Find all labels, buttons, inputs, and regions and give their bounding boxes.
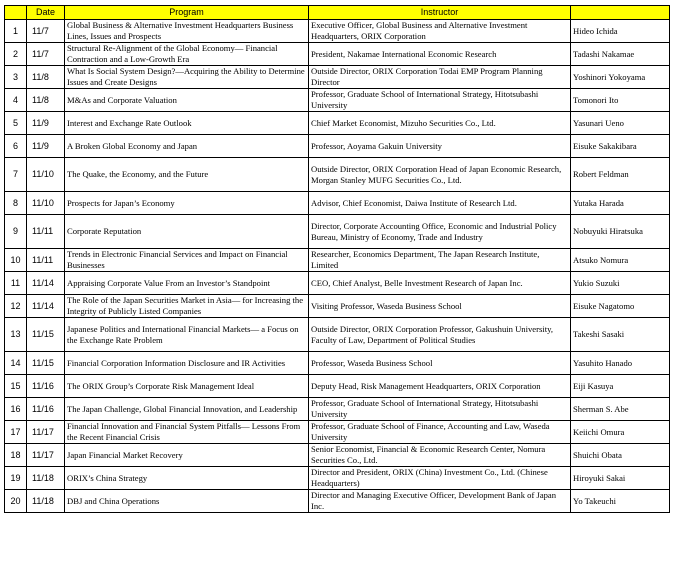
row-date: 11/16 [27, 398, 65, 421]
row-program: The Japan Challenge, Global Financial Innovation, and Leadership [65, 398, 309, 421]
row-instructor: Outside Director, ORIX Corporation Professor, Gakushuin University, Faculty of Law, Department of Political Studies [309, 318, 571, 352]
table-row [5, 352, 670, 375]
header-instructor: Instructor [309, 6, 571, 20]
row-instructor: Visiting Professor, Waseda Business School [309, 295, 571, 318]
row-instructor: President, Nakamae International Economic Research [309, 43, 571, 66]
row-instructor: Senior Economist, Financial & Economic Research Center, Nomura Securities Co., Ltd. [309, 444, 571, 467]
row-program: Financial Innovation and Financial System Pitfalls— Lessons From the Recent Financial Crisis [65, 421, 309, 444]
row-number: 6 [5, 135, 27, 158]
row-program: The Quake, the Economy, and the Future [65, 158, 309, 192]
table-row [5, 43, 670, 66]
row-date: 11/9 [27, 135, 65, 158]
row-number: 20 [5, 490, 27, 513]
row-program: Interest and Exchange Rate Outlook [65, 112, 309, 135]
row-number: 7 [5, 158, 27, 192]
row-program: A Broken Global Economy and Japan [65, 135, 309, 158]
row-number: 10 [5, 249, 27, 272]
row-instructor-name: Nobuyuki Hiratsuka [571, 215, 670, 249]
row-date: 11/11 [27, 249, 65, 272]
table-row [5, 444, 670, 467]
row-number: 19 [5, 467, 27, 490]
row-instructor-name: Yo Takeuchi [571, 490, 670, 513]
row-number: 9 [5, 215, 27, 249]
row-date: 11/15 [27, 318, 65, 352]
table-row [5, 467, 670, 490]
row-instructor-name: Hideo Ichida [571, 20, 670, 43]
row-program: The Role of the Japan Securities Market in Asia— for Increasing the Integrity of Publicly Listed Companies [65, 295, 309, 318]
table-row [5, 89, 670, 112]
table-row [5, 249, 670, 272]
row-instructor: Director and President, ORIX (China) Investment Co., Ltd. (Chinese Headquarters) [309, 467, 571, 490]
row-number: 17 [5, 421, 27, 444]
row-instructor-name: Hiroyuki Sakai [571, 467, 670, 490]
row-instructor: Professor, Graduate School of Finance, Accounting and Law, Waseda University [309, 421, 571, 444]
row-instructor: Outside Director, ORIX Corporation Todai EMP Program Planning Director [309, 66, 571, 89]
row-date: 11/17 [27, 421, 65, 444]
row-date: 11/14 [27, 272, 65, 295]
program-schedule-table [4, 5, 670, 513]
table-header-row [5, 6, 670, 20]
table-row [5, 398, 670, 421]
row-program: Corporate Reputation [65, 215, 309, 249]
row-number: 15 [5, 375, 27, 398]
row-program: M&As and Corporate Valuation [65, 89, 309, 112]
row-date: 11/8 [27, 89, 65, 112]
row-instructor: Outside Director, ORIX Corporation Head of Japan Economic Research, Morgan Stanley MUFG Securities Co., Ltd. [309, 158, 571, 192]
row-program: Global Business & Alternative Investment Headquarters Business Lines, Issues and Prospects [65, 20, 309, 43]
row-number: 16 [5, 398, 27, 421]
row-instructor-name: Atsuko Nomura [571, 249, 670, 272]
row-instructor: Professor, Graduate School of International Strategy, Hitotsubashi University [309, 398, 571, 421]
row-instructor: Executive Officer, Global Business and Alternative Investment Headquarters, ORIX Corporation [309, 20, 571, 43]
row-date: 11/16 [27, 375, 65, 398]
row-instructor-name: Takeshi Sasaki [571, 318, 670, 352]
row-instructor: CEO, Chief Analyst, Belle Investment Research of Japan Inc. [309, 272, 571, 295]
row-instructor-name: Yasunari Ueno [571, 112, 670, 135]
row-instructor-name: Keiichi Omura [571, 421, 670, 444]
table-row [5, 192, 670, 215]
row-instructor-name: Sherman S. Abe [571, 398, 670, 421]
row-date: 11/8 [27, 66, 65, 89]
row-program: DBJ and China Operations [65, 490, 309, 513]
row-date: 11/18 [27, 467, 65, 490]
header-program: Program [65, 6, 309, 20]
row-instructor-name: Yukio Suzuki [571, 272, 670, 295]
row-program: ORIX’s China Strategy [65, 467, 309, 490]
table-row [5, 112, 670, 135]
row-instructor-name: Eisuke Sakakibara [571, 135, 670, 158]
table-row [5, 375, 670, 398]
row-date: 11/14 [27, 295, 65, 318]
header-no [5, 6, 27, 20]
table-row [5, 490, 670, 513]
row-instructor: Professor, Graduate School of International Strategy, Hitotsubashi University [309, 89, 571, 112]
row-program: What Is Social System Design?—Acquiring the Ability to Determine Issues and Create Designs [65, 66, 309, 89]
table-row [5, 272, 670, 295]
row-number: 8 [5, 192, 27, 215]
row-number: 14 [5, 352, 27, 375]
row-date: 11/10 [27, 158, 65, 192]
row-number: 12 [5, 295, 27, 318]
table-row [5, 158, 670, 192]
row-instructor-name: Yasuhito Hanado [571, 352, 670, 375]
row-instructor: Professor, Aoyama Gakuin University [309, 135, 571, 158]
row-date: 11/11 [27, 215, 65, 249]
row-instructor: Advisor, Chief Economist, Daiwa Institute of Research Ltd. [309, 192, 571, 215]
row-number: 5 [5, 112, 27, 135]
row-instructor: Chief Market Economist, Mizuho Securities Co., Ltd. [309, 112, 571, 135]
row-program: Japanese Politics and International Financial Markets— a Focus on the Exchange Rate Problem [65, 318, 309, 352]
row-program: The ORIX Group’s Corporate Risk Management Ideal [65, 375, 309, 398]
row-number: 1 [5, 20, 27, 43]
row-number: 4 [5, 89, 27, 112]
row-instructor-name: Robert Feldman [571, 158, 670, 192]
row-instructor: Director and Managing Executive Officer, Development Bank of Japan Inc. [309, 490, 571, 513]
row-instructor-name: Shuichi Obata [571, 444, 670, 467]
row-instructor: Professor, Waseda Business School [309, 352, 571, 375]
table-row [5, 135, 670, 158]
row-program: Trends in Electronic Financial Services and Impact on Financial Businesses [65, 249, 309, 272]
row-instructor-name: Eisuke Nagatomo [571, 295, 670, 318]
row-date: 11/9 [27, 112, 65, 135]
row-date: 11/15 [27, 352, 65, 375]
table-row [5, 421, 670, 444]
row-instructor: Researcher, Economics Department, The Japan Research Institute, Limited [309, 249, 571, 272]
table-row [5, 215, 670, 249]
row-instructor-name: Eiji Kasuya [571, 375, 670, 398]
table-row [5, 66, 670, 89]
row-instructor: Director, Corporate Accounting Office, Economic and Industrial Policy Bureau, Ministry of Economy, Trade and Industry [309, 215, 571, 249]
row-date: 11/7 [27, 20, 65, 43]
header-name [571, 6, 670, 20]
row-program: Japan Financial Market Recovery [65, 444, 309, 467]
row-instructor-name: Tadashi Nakamae [571, 43, 670, 66]
row-program: Appraising Corporate Value From an Investor’s Standpoint [65, 272, 309, 295]
table-row [5, 20, 670, 43]
row-number: 3 [5, 66, 27, 89]
row-instructor-name: Yoshinori Yokoyama [571, 66, 670, 89]
row-number: 13 [5, 318, 27, 352]
row-instructor: Deputy Head, Risk Management Headquarters, ORIX Corporation [309, 375, 571, 398]
row-number: 2 [5, 43, 27, 66]
row-program: Financial Corporation Information Disclosure and IR Activities [65, 352, 309, 375]
row-date: 11/18 [27, 490, 65, 513]
row-instructor-name: Yutaka Harada [571, 192, 670, 215]
row-date: 11/17 [27, 444, 65, 467]
row-program: Structural Re-Alignment of the Global Economy— Financial Contraction and a Low-Growth Era [65, 43, 309, 66]
row-date: 11/7 [27, 43, 65, 66]
row-number: 18 [5, 444, 27, 467]
row-number: 11 [5, 272, 27, 295]
header-date: Date [27, 6, 65, 20]
row-instructor-name: Tomonori Ito [571, 89, 670, 112]
row-program: Prospects for Japan’s Economy [65, 192, 309, 215]
row-date: 11/10 [27, 192, 65, 215]
table-row [5, 318, 670, 352]
table-row [5, 295, 670, 318]
